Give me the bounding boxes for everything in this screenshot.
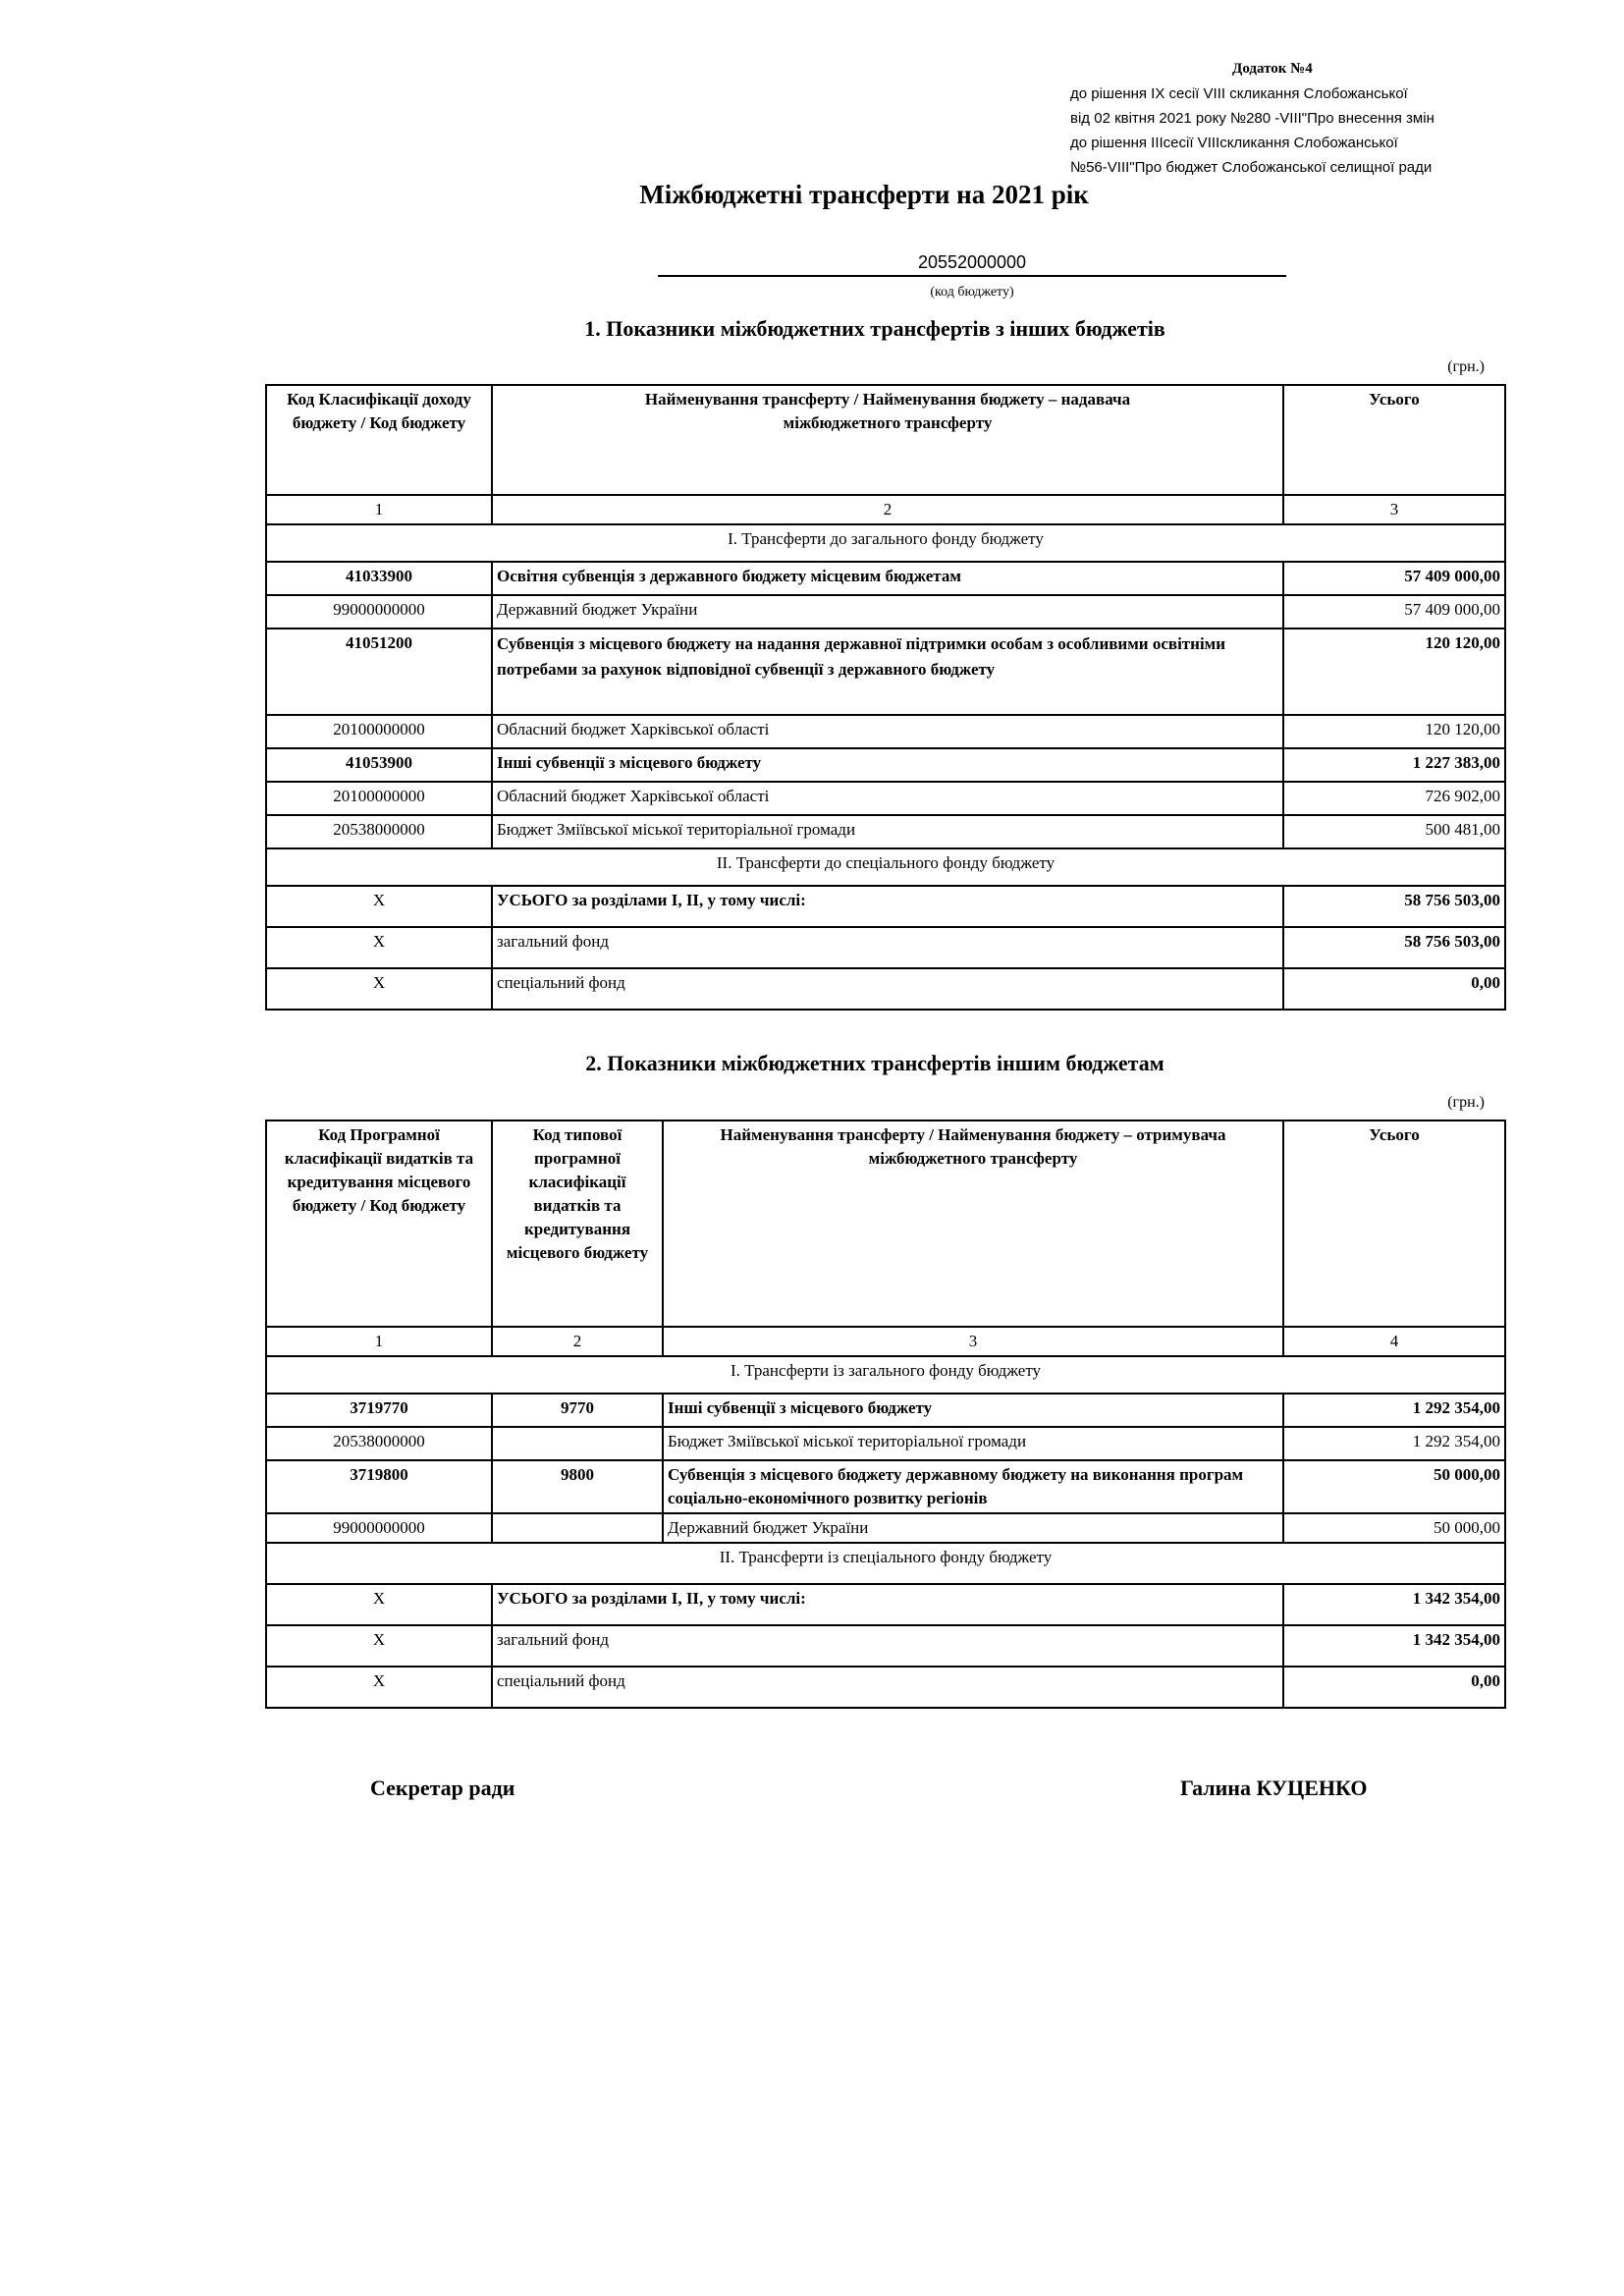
row-amount: 120 120,00 — [1283, 629, 1505, 715]
total-amount: 1 342 354,00 — [1283, 1584, 1505, 1625]
column-number: 2 — [492, 1327, 663, 1356]
row-name: Державний бюджет України — [492, 595, 1283, 629]
total-label: спеціальний фонд — [492, 1667, 1283, 1708]
table-row — [266, 1394, 1505, 1427]
row-amount: 726 902,00 — [1283, 782, 1505, 815]
row-type-code: 9800 — [492, 1460, 663, 1513]
row-code: 41033900 — [266, 562, 492, 595]
section2-title: 2. Показники міжбюджетних трансфертів іншим бюджетам — [585, 1051, 1164, 1075]
row-name: Субвенція з місцевого бюджету державному бюджету на виконання програм соціально-економічного розвитку регіонів — [663, 1460, 1283, 1513]
column-number-row — [266, 1327, 1505, 1356]
row-code: 3719800 — [266, 1460, 492, 1513]
total-row — [266, 1667, 1505, 1708]
column-number: 1 — [266, 495, 492, 524]
header-code: Код Класифікації доходу бюджету / Код бюджету — [266, 385, 492, 495]
total-label: УСЬОГО за розділами І, ІІ, у тому числі: — [492, 1584, 1283, 1625]
row-code: 99000000000 — [266, 1513, 492, 1543]
total-label: загальний фонд — [492, 927, 1283, 968]
total-amount: 1 342 354,00 — [1283, 1625, 1505, 1667]
table-row — [266, 1460, 1505, 1513]
total-row — [266, 1584, 1505, 1625]
total-row — [266, 1625, 1505, 1667]
header-name — [663, 1121, 1283, 1327]
header-name — [492, 385, 1283, 495]
table-row — [266, 629, 1505, 715]
row-code: 20100000000 — [266, 715, 492, 748]
section1-table — [265, 384, 1506, 1011]
total-x: Х — [266, 927, 492, 968]
row-name: Субвенція з місцевого бюджету на надання державної підтримки особам з особливими освітніми потребами за рахунок відповідної субвенції з державного бюджету — [492, 629, 1283, 715]
table-row — [266, 1513, 1505, 1543]
header-total: Усього — [1283, 385, 1505, 495]
column-number: 2 — [492, 495, 1283, 524]
group-row — [266, 848, 1505, 886]
section2-table — [265, 1120, 1506, 1709]
total-row — [266, 886, 1505, 927]
total-x: Х — [266, 1584, 492, 1625]
total-x: Х — [266, 968, 492, 1010]
row-type-code — [492, 1513, 663, 1543]
table-header-row — [266, 1121, 1505, 1327]
total-amount: 58 756 503,00 — [1283, 927, 1505, 968]
signature-position: Секретар ради — [370, 1776, 515, 1800]
row-name: Державний бюджет України — [663, 1513, 1283, 1543]
document-title: Міжбюджетні трансферти на 2021 рік — [639, 180, 1089, 209]
row-code: 99000000000 — [266, 595, 492, 629]
column-number-row — [266, 495, 1505, 524]
column-number: 1 — [266, 1327, 492, 1356]
section1-title: 1. Показники міжбюджетних трансфертів з інших бюджетів — [584, 316, 1165, 341]
total-x: Х — [266, 1667, 492, 1708]
annex-block — [1070, 57, 1435, 180]
row-name: Інші субвенції з місцевого бюджету — [663, 1394, 1283, 1427]
table-row — [266, 815, 1505, 848]
table-row — [266, 562, 1505, 595]
table-header-row — [266, 385, 1505, 495]
row-code: 20538000000 — [266, 1427, 492, 1460]
table-row — [266, 748, 1505, 782]
annex-line: від 02 квітня 2021 року №280 -VIII"Про внесення змін — [1070, 110, 1435, 127]
header-program-code: Код Програмної класифікації видатків та кредитування місцевого бюджету / Код бюджету — [266, 1121, 492, 1327]
table-row — [266, 1427, 1505, 1460]
header-total: Усього — [1283, 1121, 1505, 1327]
row-code: 41051200 — [266, 629, 492, 715]
row-type-code — [492, 1427, 663, 1460]
table-row — [266, 715, 1505, 748]
budget-code: 20552000000 — [658, 252, 1286, 277]
table-row — [266, 595, 1505, 629]
section1-unit: (грн.) — [1447, 358, 1485, 375]
annex-line: до рішення IIIсесії VIIIскликання Слобожанської — [1070, 135, 1398, 151]
group-title: І. Трансферти із загального фонду бюджету — [266, 1356, 1505, 1394]
header-type-code: Код типової програмної класифікації видатків та кредитування місцевого бюджету — [492, 1121, 663, 1327]
group-row — [266, 524, 1505, 562]
total-label: УСЬОГО за розділами І, ІІ, у тому числі: — [492, 886, 1283, 927]
group-row — [266, 1356, 1505, 1394]
row-name: Освітня субвенція з державного бюджету місцевим бюджетам — [492, 562, 1283, 595]
row-code: 3719770 — [266, 1394, 492, 1427]
header-name-text: Найменування трансферту / Найменування бюджету – отримувача міжбюджетного трансферту — [720, 1125, 1226, 1168]
row-amount: 50 000,00 — [1283, 1460, 1505, 1513]
section2-unit: (грн.) — [1447, 1094, 1485, 1111]
header-name-text: Найменування трансферту / Найменування бюджету – надавача міжбюджетного трансферту — [644, 390, 1131, 432]
total-amount: 0,00 — [1283, 968, 1505, 1010]
row-amount: 1 292 354,00 — [1283, 1427, 1505, 1460]
total-amount: 58 756 503,00 — [1283, 886, 1505, 927]
row-code: 20538000000 — [266, 815, 492, 848]
row-name: Бюджет Зміївської міської територіальної громади — [663, 1427, 1283, 1460]
annex-line: до рішення IX сесії VIII скликання Слобожанської — [1070, 85, 1408, 102]
group-title: І. Трансферти до загального фонду бюджету — [266, 524, 1505, 562]
group-title: ІІ. Трансферти до спеціального фонду бюджету — [266, 848, 1505, 886]
total-row — [266, 968, 1505, 1010]
row-amount: 120 120,00 — [1283, 715, 1505, 748]
row-amount: 1 227 383,00 — [1283, 748, 1505, 782]
row-name: Обласний бюджет Харківської області — [492, 715, 1283, 748]
total-amount: 0,00 — [1283, 1667, 1505, 1708]
total-label: загальний фонд — [492, 1625, 1283, 1667]
total-x: Х — [266, 886, 492, 927]
group-row — [266, 1543, 1505, 1584]
row-amount: 57 409 000,00 — [1283, 562, 1505, 595]
row-code: 20100000000 — [266, 782, 492, 815]
row-amount: 1 292 354,00 — [1283, 1394, 1505, 1427]
row-name: Обласний бюджет Харківської області — [492, 782, 1283, 815]
row-amount: 500 481,00 — [1283, 815, 1505, 848]
total-label: спеціальний фонд — [492, 968, 1283, 1010]
total-x: Х — [266, 1625, 492, 1667]
total-row — [266, 927, 1505, 968]
row-name: Бюджет Зміївської міської територіальної громади — [492, 815, 1283, 848]
column-number: 3 — [1283, 495, 1505, 524]
annex-line: №56-VIII"Про бюджет Слобожанської селищної ради — [1070, 159, 1433, 176]
table-row — [266, 782, 1505, 815]
budget-code-caption: (код бюджету) — [930, 285, 1014, 300]
column-number: 4 — [1283, 1327, 1505, 1356]
column-number: 3 — [663, 1327, 1283, 1356]
annex-title: Додаток №4 — [1232, 61, 1313, 77]
row-name: Інші субвенції з місцевого бюджету — [492, 748, 1283, 782]
signature-name: Галина КУЦЕНКО — [1180, 1776, 1368, 1800]
row-amount: 50 000,00 — [1283, 1513, 1505, 1543]
group-title: ІІ. Трансферти із спеціального фонду бюджету — [266, 1543, 1505, 1584]
row-amount: 57 409 000,00 — [1283, 595, 1505, 629]
row-code: 41053900 — [266, 748, 492, 782]
row-type-code: 9770 — [492, 1394, 663, 1427]
